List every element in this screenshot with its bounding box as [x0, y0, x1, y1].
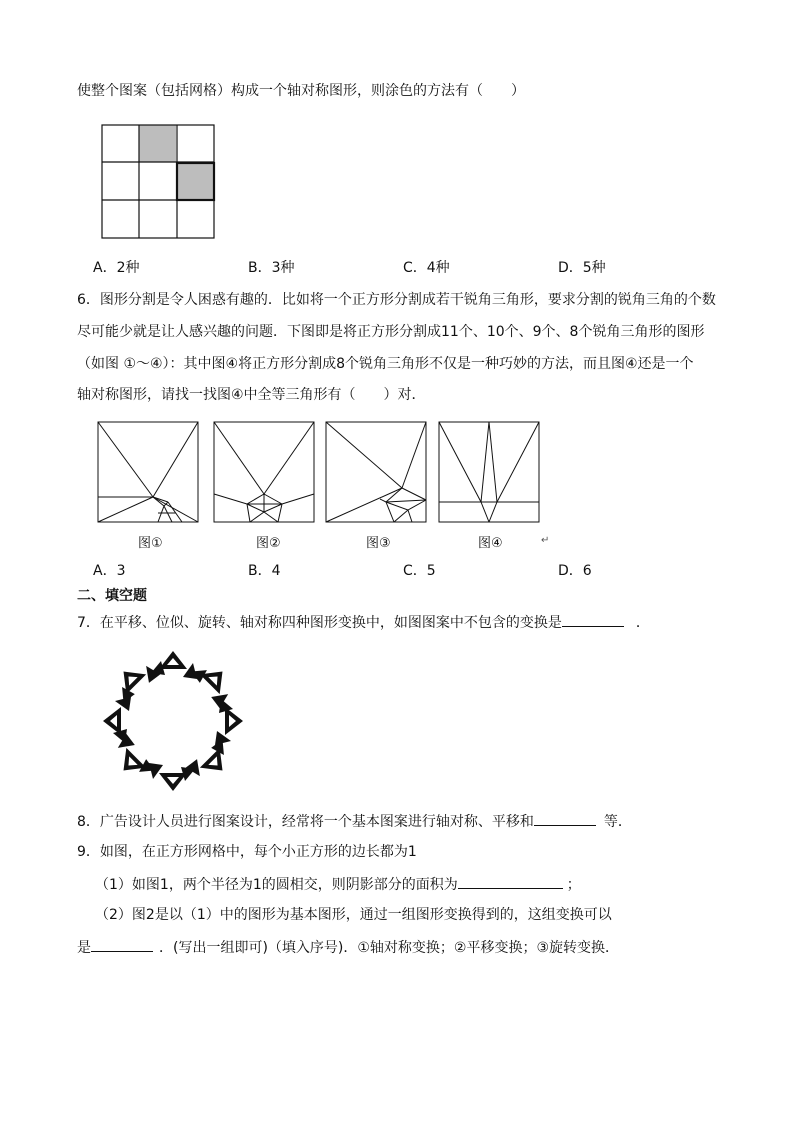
q6-option-c: C．5 [403, 563, 436, 579]
q5-option-d: D．5种 [558, 260, 606, 276]
q6-figure-3 [324, 420, 428, 524]
q6-stem-line1: 6．图形分割是令人困惑有趣的．比如将一个正方形分割成若干锐角三角形，要求分割的锐角三角的个数 [77, 292, 716, 308]
q8-text-after: 等． [603, 814, 632, 830]
q9-part1-after: ； [566, 877, 581, 893]
q9-part2-line1: （2）图2是以（1）中的图形为基本图形，通过一组图形变换得到的，这组变换可以 [95, 907, 612, 923]
q9-part2-line2 [77, 937, 619, 957]
q9-part2-after: ．(写出一组即可)（填入序号)．①轴对称变换；②平移变换；③旋转变换． [159, 940, 620, 956]
q6-figure-2 [212, 420, 316, 524]
q5-stem: 使整个图案（包括网格）构成一个轴对称图形，则涂色的方法有（ ） [77, 83, 525, 99]
q7-text-before: 7．在平移、位似、旋转、轴对称四种图形变换中，如图图案中不包含的变换是 [77, 615, 562, 631]
q9-part2-before: 是 [77, 940, 91, 956]
q6-stem-line3: （如图 ①～④）：其中图④将正方形分割成8个锐角三角形不仅是一种巧妙的方法，而且图④还是一个 [77, 356, 694, 372]
q6-caption-4: 图④ [478, 536, 503, 551]
section-title: 二、填空题 [77, 588, 147, 604]
q6-option-b: B．4 [248, 563, 281, 579]
q6-stem-line2: 尽可能少就是让人感兴趣的问题．下图即是将正方形分割成11个、10个、9个、8个锐角三角形的图形 [77, 324, 705, 340]
q9-part1-before: （1）如图1，两个半径为1的圆相交，则阴影部分的面积为 [95, 877, 458, 893]
q5-option-b: B．3种 [248, 260, 295, 276]
q6-caption-1: 图① [138, 536, 163, 551]
q9-part1 [95, 874, 581, 894]
q8-text [77, 811, 632, 831]
q6-figure-4 [437, 420, 541, 524]
q6-figure-1 [96, 420, 200, 524]
q7-text-after: ． [635, 615, 650, 631]
q6-option-a: A．3 [93, 563, 126, 579]
q5-option-a: A．2种 [93, 260, 140, 276]
q7-pattern-motif [108, 655, 160, 707]
q5-grid-figure [100, 123, 225, 241]
q7-text [77, 612, 650, 632]
q6-option-d: D．6 [558, 563, 592, 579]
q7-pattern-motif [187, 656, 239, 708]
q9-stem: 9．如图，在正方形网格中，每个小正方形的边长都为1 [77, 844, 417, 860]
q8-text-before: 8．广告设计人员进行图案设计，经常将一个基本图案进行轴对称、平移和 [77, 814, 534, 830]
q8-answer-blank[interactable] [534, 811, 596, 826]
q7-pattern-motif [107, 734, 159, 786]
return-mark-icon: ↵ [541, 535, 550, 546]
q6-caption-3: 图③ [366, 536, 391, 551]
q7-answer-blank[interactable] [562, 612, 624, 627]
q5-option-c: C．4种 [403, 260, 450, 276]
q6-stem-line4: 轴对称图形，请找一找图④中全等三角形有（ ）对． [77, 387, 426, 403]
q9-part2-answer-blank[interactable] [91, 937, 153, 952]
q7-pattern-motif [186, 735, 238, 787]
q9-part1-answer-blank[interactable] [458, 874, 563, 889]
q6-caption-2: 图② [256, 536, 281, 551]
q7-pattern-figure [98, 646, 248, 796]
